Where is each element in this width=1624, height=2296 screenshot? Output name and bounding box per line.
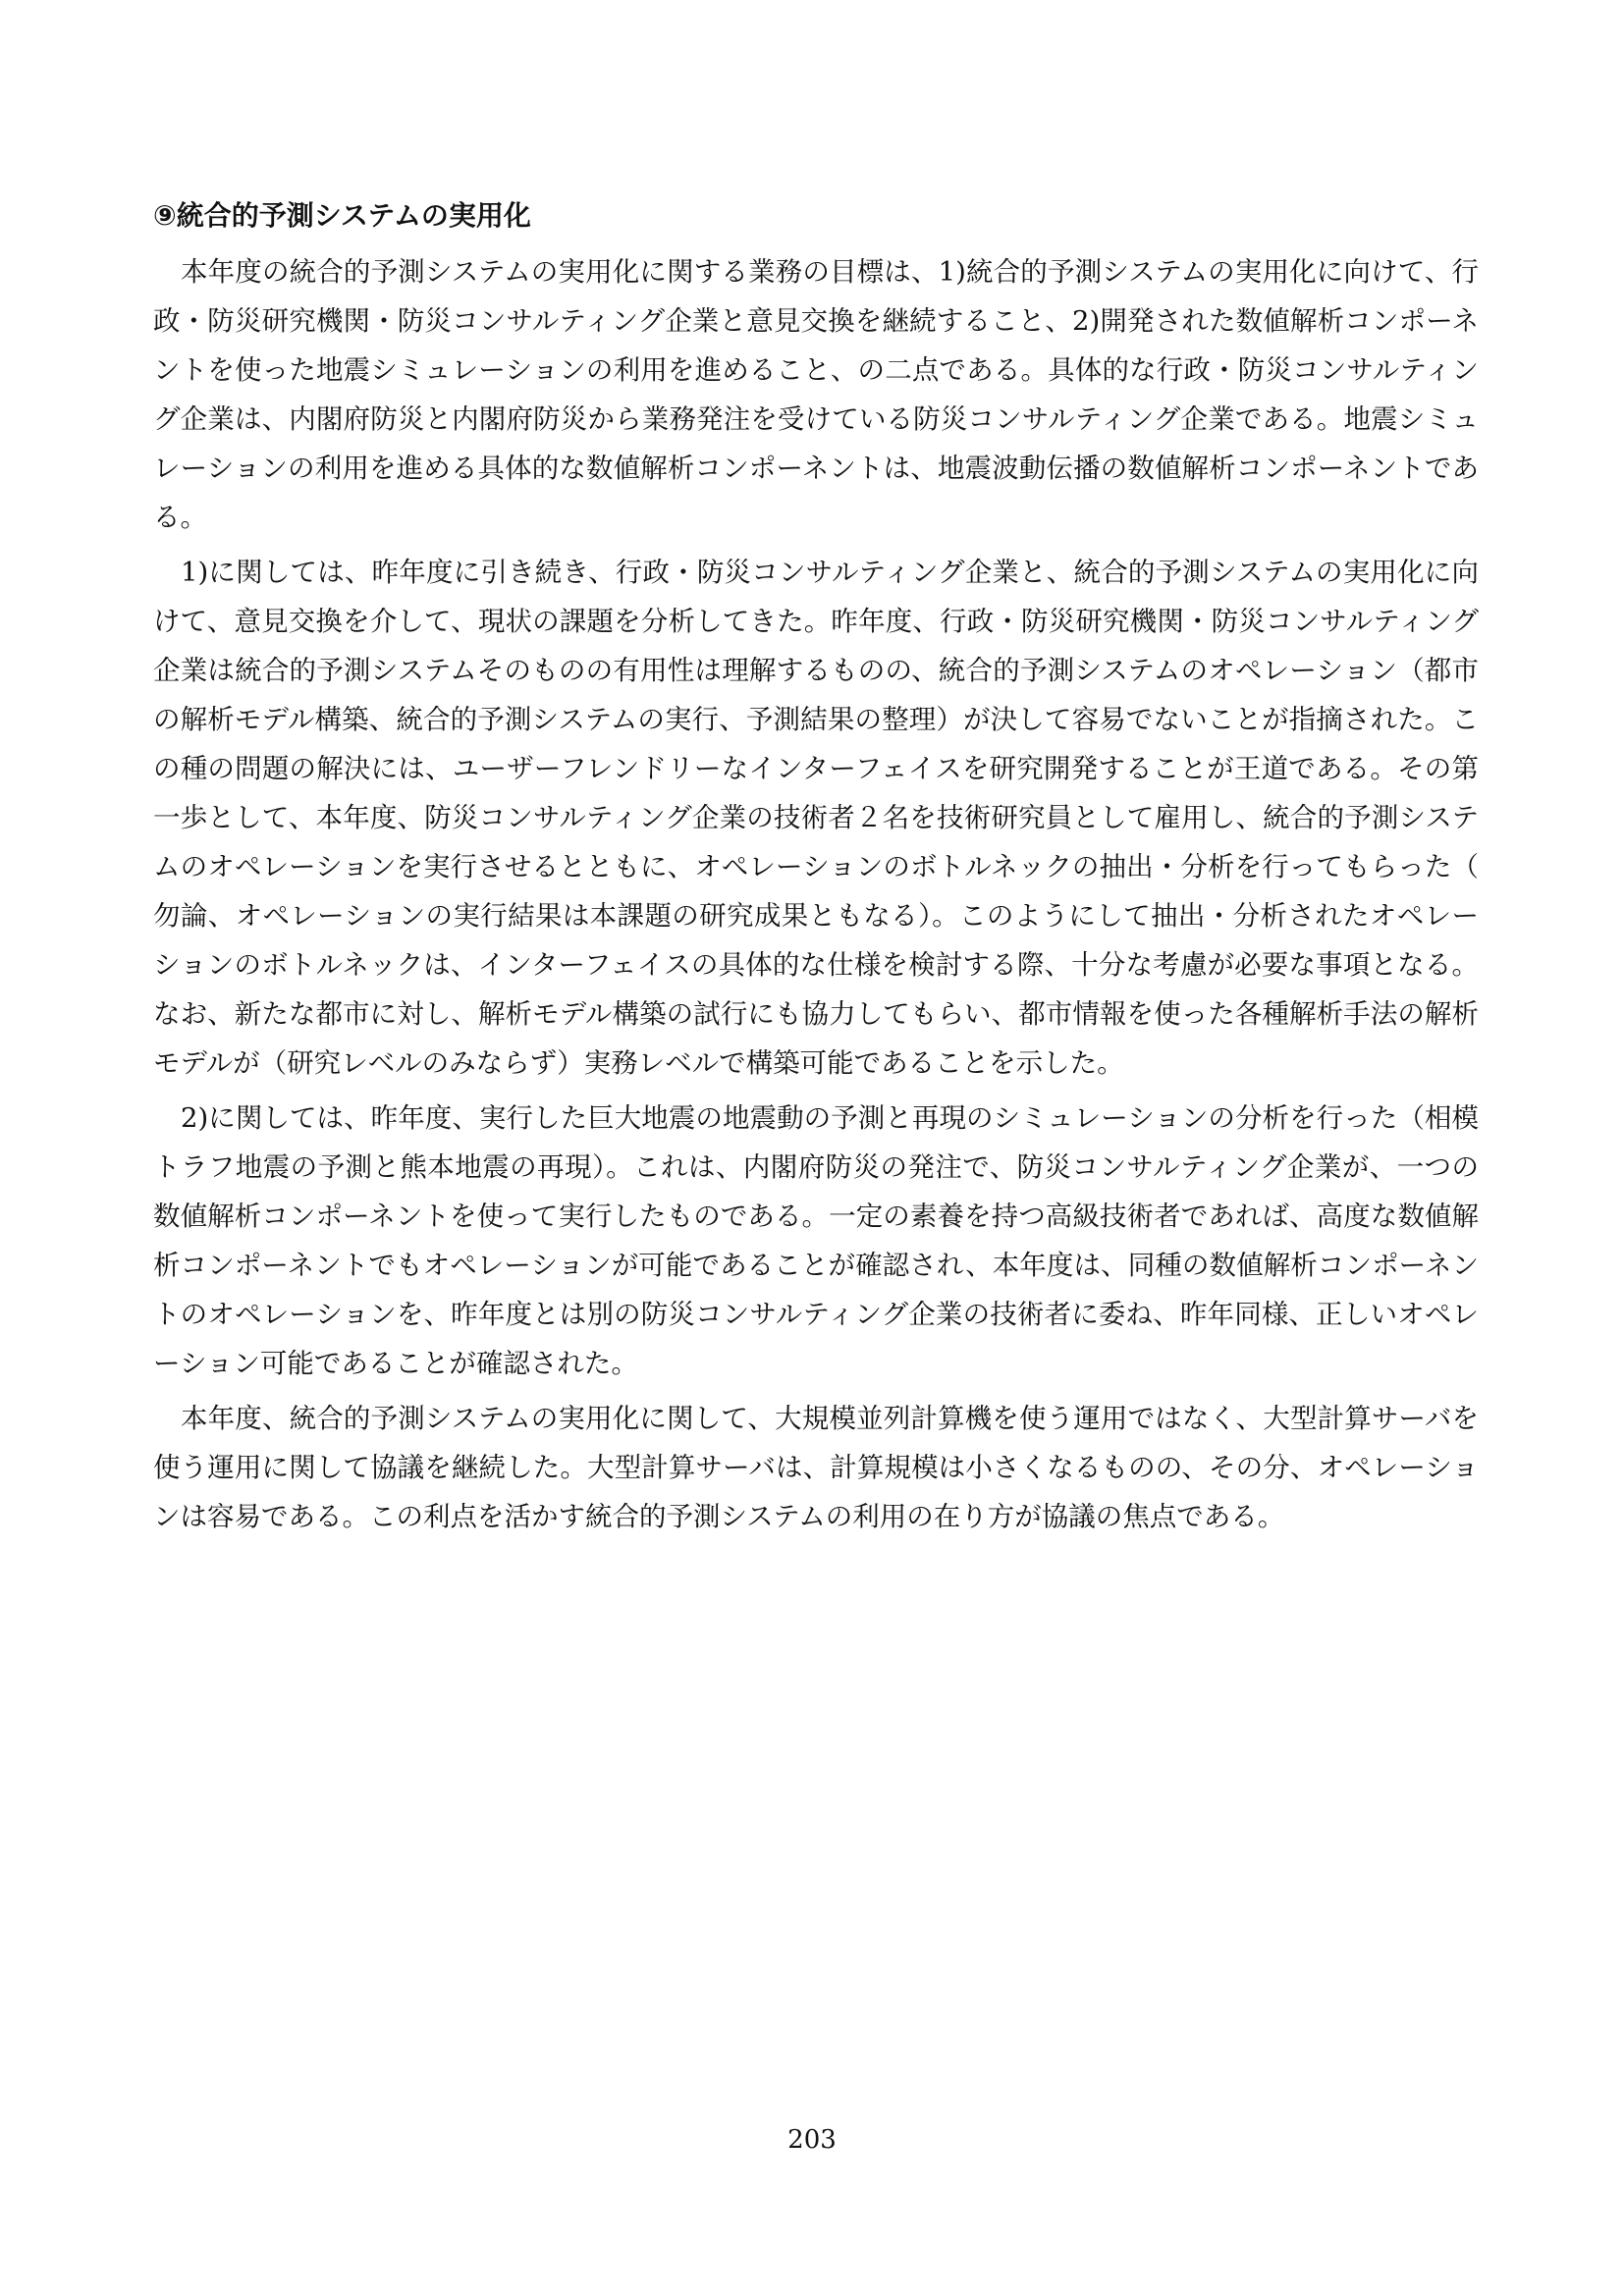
paragraph-goals: 本年度の統合的予測システムの実用化に関する業務の目標は、1)統合的予測システムの実用化に向けて、行政・防災研究機関・防災コンサルティング企業と意見交換を継続すること、2)開発された数値解析コンポーネントを使った地震シミュレーションの利用を進めること、の二点である。具体的な行政・防災コンサルティング企業は、内閣府防災と内閣府防災から業務発注を受けている防災コンサルティング企業である。地震シミュレーションの利用を進める具体的な数値解析コンポーネントは、地震波動伝播の数値解析コンポーネントである。 <box>153 256 1479 533</box>
document-body <box>153 196 1479 1547</box>
paragraph-item-2: 2)に関しては、昨年度、実行した巨大地震の地震動の予測と再現のシミュレーションの分析を行った（相模トラフ地震の予測と熊本地震の再現）。これは、内閣府防災の発注で、防災コンサルティング企業が、一つの数値解析コンポーネントを使って実行したものである。一定の素養を持つ高級技術者であれば、高度な数値解析コンポーネントでもオペレーションが可能であることが確認され、本年度は、同種の数値解析コンポーネントのオペレーションを、昨年度とは別の防災コンサルティング企業の技術者に委ね、昨年同様、正しいオペレーション可能であることが確認された。 <box>153 1102 1479 1379</box>
paragraph-operations: 本年度、統合的予測システムの実用化に関して、大規模並列計算機を使う運用ではなく、大型計算サーバを使う運用に関して協議を継続した。大型計算サーバは、計算規模は小さくなるものの、その分、オペレーションは容易である。この利点を活かす統合的予測システムの利用の在り方が協議の焦点である。 <box>153 1403 1479 1532</box>
section-title: ⑨統合的予測システムの実用化 <box>153 199 531 232</box>
page-number: 203 <box>787 2125 837 2155</box>
paragraph-item-1: 1)に関しては、昨年度に引き続き、行政・防災コンサルティング企業と、統合的予測システムの実用化に向けて、意見交換を介して、現状の課題を分析してきた。昨年度、行政・防災研究機関・防災コンサルティング企業は統合的予測システムそのものの有用性は理解するものの、統合的予測システムのオペレーション（都市の解析モデル構築、統合的予測システムの実行、予測結果の整理）が決して容易でないことが指摘された。この種の問題の解決には、ユーザーフレンドリーなインターフェイスを研究開発することが王道である。その第一歩として、本年度、防災コンサルティング企業の技術者２名を技術研究員として雇用し、統合的予測システムのオペレーションを実行させるとともに、オペレーションのボトルネックの抽出・分析を行ってもらった（勿論、オペレーションの実行結果は本課題の研究成果ともなる）。このようにして抽出・分析されたオペレーションのボトルネックは、インターフェイスの具体的な仕様を検討する際、十分な考慮が必要な事項となる。なお、新たな都市に対し、解析モデル構築の試行にも協力してもらい、都市情報を使った各種解析手法の解析モデルが（研究レベルのみならず）実務レベルで構築可能であることを示した。 <box>153 557 1479 1079</box>
